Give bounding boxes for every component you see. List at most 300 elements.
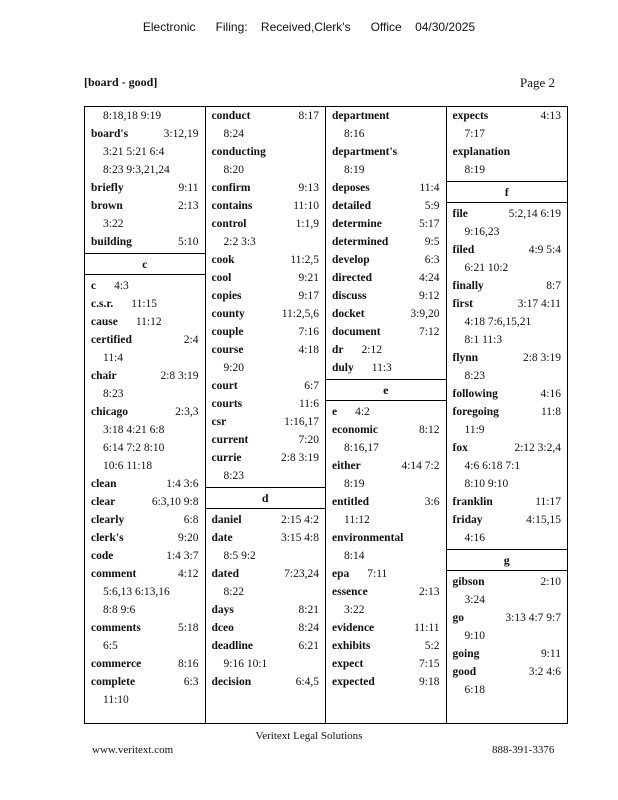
index-entry: [85, 179, 205, 197]
index-term: friday: [452, 514, 483, 526]
index-term: essence: [332, 586, 368, 598]
index-term: directed: [332, 272, 373, 284]
index-continuation: 8:8 9:6: [103, 604, 136, 616]
index-term: couple: [211, 326, 244, 338]
word-index-grid: [84, 106, 568, 724]
index-continuation: 11:12: [344, 514, 370, 526]
index-term: c: [91, 280, 97, 292]
index-entry: [326, 287, 446, 305]
index-entry: [326, 493, 446, 511]
index-term: following: [452, 388, 498, 400]
index-entry: [447, 241, 568, 259]
index-refs: 6:4,5: [295, 676, 319, 688]
index-refs: 7:16: [298, 326, 319, 338]
index-refs: 4:18: [298, 344, 319, 356]
header-received: Received,Clerk's: [260, 20, 351, 34]
index-continuation: 3:24: [464, 594, 485, 606]
index-refs: 4:2: [355, 406, 370, 418]
index-continuation: 4:18 7:6,15,21: [464, 316, 532, 328]
index-refs: 5:17: [419, 218, 440, 230]
index-entry: [206, 529, 326, 547]
index-refs: 8:17: [298, 110, 319, 122]
index-refs: 7:20: [298, 434, 319, 446]
index-refs: 3:2 4:6: [528, 666, 561, 678]
index-term: clean: [91, 478, 117, 490]
index-column-2: [206, 107, 327, 723]
index-continuation: 10:6 11:18: [103, 460, 153, 472]
index-term: court: [211, 380, 238, 392]
index-term: document: [332, 326, 381, 338]
index-entry: [206, 413, 326, 431]
index-term: foregoing: [452, 406, 499, 418]
index-entry: [326, 655, 446, 673]
index-entry: [206, 341, 326, 359]
index-continuation: 3:22: [103, 218, 124, 230]
index-term: certified: [91, 334, 132, 346]
index-refs: 7:12: [419, 326, 440, 338]
index-entry: [326, 457, 446, 475]
index-refs: 5:18: [178, 622, 199, 634]
index-continuation: 8:1 11:3: [464, 334, 503, 346]
index-refs: 4:14 7:2: [401, 460, 440, 472]
index-continuation: 8:24: [223, 128, 244, 140]
index-refs: 4:15,15: [526, 514, 561, 526]
index-entry: [326, 359, 446, 377]
index-refs: 1:4 3:7: [166, 550, 199, 562]
index-term: first: [452, 298, 473, 310]
index-continuation: 4:6 6:18 7:1: [464, 460, 521, 472]
index-entry: [326, 323, 446, 341]
index-refs: 6:7: [304, 380, 319, 392]
index-continuation: 3:22: [344, 604, 365, 616]
index-continuation: 8:22: [223, 586, 244, 598]
index-refs: 4:3: [114, 280, 129, 292]
index-entry: [85, 511, 205, 529]
index-term: complete: [91, 676, 136, 688]
index-entry: [206, 143, 326, 161]
footer-company: Veritext Legal Solutions: [255, 730, 363, 742]
index-term: explanation: [452, 146, 511, 158]
index-range: [board - good]: [84, 75, 158, 89]
index-term: current: [211, 434, 249, 446]
index-refs: 3:15 4:8: [280, 532, 319, 544]
index-term: environmental: [332, 532, 404, 544]
index-term: clear: [91, 496, 116, 508]
index-refs: 2:12: [361, 344, 382, 356]
index-entry: [206, 287, 326, 305]
index-entry: [206, 251, 326, 269]
index-term: copies: [211, 290, 242, 302]
index-entry: [326, 341, 446, 359]
index-term: brown: [91, 200, 123, 212]
index-term: either: [332, 460, 361, 472]
index-refs: 4:12: [178, 568, 199, 580]
index-entry: [447, 609, 568, 627]
index-entry: [85, 197, 205, 215]
index-term: dated: [211, 568, 239, 580]
index-refs: 11:12: [135, 316, 162, 328]
index-term: contains: [211, 200, 253, 212]
index-term: chicago: [91, 406, 129, 418]
index-refs: 2:12 3:2,4: [514, 442, 561, 454]
index-term: economic: [332, 424, 378, 436]
header-filing: Filing:: [215, 20, 248, 34]
index-term: building: [91, 236, 132, 248]
index-entry: [326, 107, 446, 125]
index-refs: 2:8 3:19: [522, 352, 561, 364]
index-entry: [206, 511, 326, 529]
index-refs: 8:21: [298, 604, 319, 616]
index-entry: [326, 673, 446, 691]
index-entry: [206, 637, 326, 655]
index-entry: [85, 547, 205, 565]
index-continuation: 11:10: [103, 694, 129, 706]
index-column-3: [326, 107, 447, 723]
index-term: department's: [332, 146, 398, 158]
index-term: comment: [91, 568, 137, 580]
index-refs: 6:3: [183, 676, 199, 688]
index-term: board's: [91, 128, 129, 140]
index-entry: [206, 619, 326, 637]
index-refs: 7:15: [419, 658, 440, 670]
index-refs: 11:2,5: [290, 254, 319, 266]
index-refs: 2:3,3: [175, 406, 199, 418]
index-term: docket: [332, 308, 365, 320]
index-entry: [326, 197, 446, 215]
index-continuation: 8:19: [464, 164, 485, 176]
index-term: chair: [91, 370, 117, 382]
index-refs: 2:8 3:19: [280, 452, 319, 464]
index-entry: [326, 619, 446, 637]
index-term: good: [452, 666, 477, 678]
header-date: 04/30/2025: [415, 20, 476, 34]
index-term: file: [452, 208, 468, 220]
index-refs: 2:10: [540, 576, 561, 588]
index-entry: [85, 493, 205, 511]
footer-phone: 888-391-3376: [492, 744, 555, 756]
index-refs: 6:21: [298, 640, 319, 652]
index-entry: [447, 205, 568, 223]
index-term: finally: [452, 280, 484, 292]
index-refs: 8:7: [546, 280, 561, 292]
index-refs: 3:17 4:11: [517, 298, 561, 310]
index-entry: [326, 179, 446, 197]
index-entry: [85, 313, 205, 331]
index-entry: [85, 619, 205, 637]
index-entry: [326, 421, 446, 439]
index-term: expect: [332, 658, 364, 670]
index-entry: [206, 449, 326, 467]
index-entry: [206, 269, 326, 287]
index-term: entitled: [332, 496, 370, 508]
index-entry: [85, 475, 205, 493]
index-term: control: [211, 218, 247, 230]
index-term: e: [332, 406, 338, 418]
index-entry: [447, 107, 568, 125]
index-term: confirm: [211, 182, 251, 194]
index-continuation: 11:4: [103, 352, 124, 364]
index-term: evidence: [332, 622, 375, 634]
index-entry: [206, 323, 326, 341]
index-term: determined: [332, 236, 389, 248]
index-term: flynn: [452, 352, 479, 364]
index-term: date: [211, 532, 233, 544]
index-refs: 9:11: [540, 648, 561, 660]
index-continuation: 6:21 10:2: [464, 262, 509, 274]
index-entry: [447, 663, 568, 681]
index-continuation: 8:16: [344, 128, 365, 140]
index-term: discuss: [332, 290, 367, 302]
index-refs: 5:2: [424, 640, 440, 652]
index-continuation: 9:16 10:1: [223, 658, 268, 670]
index-entry: [85, 529, 205, 547]
index-entry: [85, 403, 205, 421]
index-continuation: 8:16,17: [344, 442, 379, 454]
index-term: gibson: [452, 576, 485, 588]
index-entry: [326, 529, 446, 547]
index-entry: [206, 179, 326, 197]
index-term: clearly: [91, 514, 125, 526]
index-refs: 8:16: [178, 658, 199, 670]
section-letter: g: [447, 549, 568, 571]
index-entry: [85, 277, 205, 295]
index-entry: [85, 295, 205, 313]
index-refs: 11:6: [298, 398, 319, 410]
index-term: go: [452, 612, 464, 624]
index-refs: 3:9,20: [410, 308, 440, 320]
index-refs: 9:20: [178, 532, 199, 544]
index-entry: [326, 251, 446, 269]
index-refs: 1:4 3:6: [166, 478, 199, 490]
index-term: detailed: [332, 200, 371, 212]
index-entry: [326, 565, 446, 583]
index-refs: 11:15: [131, 298, 158, 310]
index-refs: 9:12: [419, 290, 440, 302]
index-refs: 2:13: [419, 586, 440, 598]
index-continuation: 8:23 9:3,21,24: [103, 164, 170, 176]
index-entry: [206, 215, 326, 233]
index-refs: 6:8: [183, 514, 199, 526]
index-refs: 5:10: [178, 236, 199, 248]
index-refs: 11:2,5,6: [281, 308, 319, 320]
index-continuation: 8:5 9:2: [223, 550, 256, 562]
index-term: c.s.r.: [91, 298, 114, 310]
index-term: exhibits: [332, 640, 371, 652]
index-refs: 7:11: [367, 568, 388, 580]
index-term: csr: [211, 416, 227, 428]
index-refs: 9:18: [419, 676, 440, 688]
section-letter: d: [206, 487, 326, 509]
index-refs: 1:16,17: [284, 416, 319, 428]
index-continuation: 3:18 4:21 6:8: [103, 424, 165, 436]
index-entry: [326, 583, 446, 601]
index-term: fox: [452, 442, 468, 454]
index-term: cook: [211, 254, 235, 266]
index-refs: 11:3: [371, 362, 392, 374]
index-continuation: 8:14: [344, 550, 365, 562]
index-entry: [85, 655, 205, 673]
index-term: dr: [332, 344, 344, 356]
index-refs: 2:8 3:19: [160, 370, 199, 382]
index-entry: [206, 305, 326, 323]
index-refs: 5:9: [424, 200, 440, 212]
index-refs: 4:13: [540, 110, 561, 122]
index-refs: 9:5: [424, 236, 440, 248]
index-term: determine: [332, 218, 382, 230]
index-refs: 4:24: [419, 272, 440, 284]
index-term: clerk's: [91, 532, 124, 544]
index-term: daniel: [211, 514, 242, 526]
index-refs: 11:4: [419, 182, 440, 194]
index-entry: [206, 431, 326, 449]
section-letter: f: [447, 181, 568, 203]
index-entry: [447, 349, 568, 367]
index-refs: 8:12: [419, 424, 440, 436]
index-continuation: 6:5: [103, 640, 118, 652]
index-continuation: 9:10: [464, 630, 485, 642]
index-entry: [447, 385, 568, 403]
index-refs: 6:3,10 9:8: [151, 496, 199, 508]
index-entry: [326, 305, 446, 323]
index-refs: 9:21: [298, 272, 319, 284]
index-entry: [326, 233, 446, 251]
index-entry: [447, 493, 568, 511]
index-term: decision: [211, 676, 252, 688]
index-refs: 2:4: [183, 334, 199, 346]
index-term: develop: [332, 254, 370, 266]
index-continuation: 6:18: [464, 684, 485, 696]
index-refs: 1:1,9: [295, 218, 319, 230]
index-refs: 9:17: [298, 290, 319, 302]
section-letter: e: [326, 379, 446, 401]
index-entry: [85, 331, 205, 349]
filing-stamp-header: [0, 20, 618, 34]
index-entry: [206, 395, 326, 413]
index-term: conduct: [211, 110, 251, 122]
index-term: course: [211, 344, 244, 356]
index-continuation: 8:18,18 9:19: [103, 110, 162, 122]
index-entry: [206, 565, 326, 583]
index-refs: 5:2,14 6:19: [508, 208, 561, 220]
index-entry: [326, 403, 446, 421]
index-continuation: 9:20: [223, 362, 244, 374]
index-column-1: [85, 107, 206, 723]
index-entry: [85, 125, 205, 143]
index-entry: [206, 673, 326, 691]
index-refs: 6:3: [424, 254, 440, 266]
index-term: filed: [452, 244, 475, 256]
header-electronic: Electronic: [142, 20, 196, 34]
index-entry: [447, 295, 568, 313]
index-entry: [447, 277, 568, 295]
index-term: department: [332, 110, 390, 122]
index-continuation: 6:14 7:2 8:10: [103, 442, 165, 454]
index-entry: [447, 511, 568, 529]
index-continuation: 8:19: [344, 478, 365, 490]
index-entry: [326, 269, 446, 287]
index-entry: [326, 215, 446, 233]
index-term: commerce: [91, 658, 142, 670]
index-refs: 7:23,24: [284, 568, 319, 580]
index-continuation: 11:9: [464, 424, 485, 436]
index-entry: [447, 573, 568, 591]
index-term: duly: [332, 362, 354, 374]
index-entry: [206, 197, 326, 215]
index-entry: [447, 645, 568, 663]
index-refs: 2:15 4:2: [280, 514, 319, 526]
index-refs: 11:11: [414, 622, 440, 634]
index-continuation: 8:20: [223, 164, 244, 176]
index-column-4: [447, 107, 568, 723]
index-continuation: 4:16: [464, 532, 485, 544]
index-entry: [206, 601, 326, 619]
index-continuation: 9:16,23: [464, 226, 500, 238]
index-entry: [85, 367, 205, 385]
index-refs: 3:13 4:7 9:7: [505, 612, 561, 624]
index-continuation: 7:17: [464, 128, 485, 140]
index-continuation: 3:21 5:21 6:4: [103, 146, 165, 158]
index-term: briefly: [91, 182, 124, 194]
index-continuation: 8:10 9:10: [464, 478, 509, 490]
index-term: going: [452, 648, 480, 660]
index-term: currie: [211, 452, 242, 464]
index-entry: [447, 403, 568, 421]
index-term: county: [211, 308, 245, 320]
index-term: deposes: [332, 182, 370, 194]
index-refs: 3:6: [424, 496, 440, 508]
page-number: Page 2: [520, 75, 556, 90]
index-continuation: 8:23: [103, 388, 124, 400]
index-term: cause: [91, 316, 118, 328]
index-refs: 4:9 5:4: [528, 244, 561, 256]
index-refs: 11:10: [293, 200, 319, 212]
index-refs: 9:11: [178, 182, 199, 194]
index-refs: 11:17: [535, 496, 561, 508]
index-continuation: 2:2 3:3: [223, 236, 256, 248]
index-entry: [326, 143, 446, 161]
index-refs: 11:8: [540, 406, 561, 418]
index-continuation: 8:23: [464, 370, 485, 382]
index-refs: 4:16: [540, 388, 561, 400]
index-term: deadline: [211, 640, 254, 652]
index-term: expects: [452, 110, 489, 122]
index-entry: [85, 565, 205, 583]
footer-website: www.veritext.com: [92, 744, 174, 756]
index-refs: 9:13: [298, 182, 319, 194]
index-term: days: [211, 604, 234, 616]
index-term: epa: [332, 568, 350, 580]
index-continuation: 8:19: [344, 164, 365, 176]
index-term: courts: [211, 398, 243, 410]
index-entry: [326, 637, 446, 655]
index-term: franklin: [452, 496, 493, 508]
index-refs: 8:24: [298, 622, 319, 634]
index-entry: [85, 673, 205, 691]
index-term: cool: [211, 272, 232, 284]
index-entry: [447, 439, 568, 457]
index-term: expected: [332, 676, 375, 688]
index-term: comments: [91, 622, 141, 634]
index-continuation: 8:23: [223, 470, 244, 482]
section-letter: c: [85, 253, 205, 275]
index-entry: [206, 377, 326, 395]
index-entry: [206, 107, 326, 125]
index-refs: 2:13: [178, 200, 199, 212]
index-continuation: 5:6,13 6:13,16: [103, 586, 170, 598]
index-entry: [447, 143, 568, 161]
index-term: dceo: [211, 622, 234, 634]
index-term: conducting: [211, 146, 266, 158]
